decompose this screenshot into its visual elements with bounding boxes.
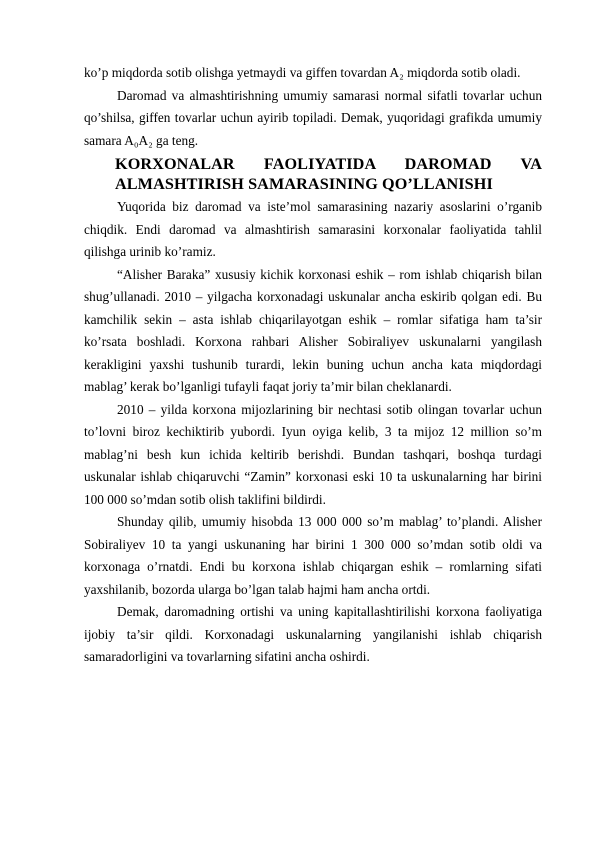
section-heading-wrap <box>84 154 542 194</box>
paragraph-conclusion: Demak, daromadning ortishi va uning kapitallashtirilishi korxona faoliyatiga ijobiy ta’sir qildi. Korxonadagi uskunalarning yangilanishi ishlab chiqarish samaradorligini va tovarlarning sifatini ancha oshirdi. <box>84 604 542 664</box>
section-heading: KORXONALAR FAOLIYATIDA DAROMAD VA ALMASHTIRISH SAMARASINING QO’LLANISHI <box>115 155 542 193</box>
paragraph-total: Shunday qilib, umumiy hisobda 13 000 000 so’m mablag’ to’plandi. Alisher Sobiraliyev 10 ta yangi uskunaning har birini 1 300 000 so’mdan sotib oldi va korxonaga o’rnatdi. Endi bu korxona ishlab chiqargan eshik – romlarning sifati yaxshilanib, bozorda ularga bo’lgan talab hajmi ham ancha ortdi. <box>84 514 542 597</box>
paragraph-continuation: ko’p miqdorda sotib olishga yetmaydi va giffen tovardan A₂ miqdorda sotib oladi. <box>84 65 521 80</box>
document-page <box>84 62 542 669</box>
paragraph-2010: 2010 – yilda korxona mijozlarining bir nechtasi sotib olingan tovarlar uchun to’lovni biroz kechiktirib yubordi. Iyun oyiga kelib, 3 ta mijoz 12 million so’m mablag’ni besh kun ichida keltirib berishdi. Bundan tashqari, boshqa turdagi uskunalar ishlab chiqaruvchi “Zamin” korxonasi eski 10 ta uskunalarning har birini 100 000 so’mdan sotib olish taklifini bildirdi. <box>84 401 542 507</box>
paragraph-summary: Daromad va almashtirishning umumiy samarasi normal sifatli tovarlar uchun qo’shilsa, giffen tovarlar uchun ayirib topiladi. Demak, yuqoridagi grafikda umumiy samara A₀A₂ ga teng. <box>84 87 542 148</box>
paragraph-company: “Alisher Baraka” xususiy kichik korxonasi eshik – rom ishlab chiqarish bilan shug’ullanadi. 2010 – yilgacha korxonadagi uskunalar ancha eskirib qolgan edi. Bu kamchilik sekin – asta ishlab chiqarilayotgan eshik – romlar sifatiga ham ta’sir ko’rsata boshladi. Korxona rahbari Alisher Sobiraliyev uskunalarni yangilash kerakligini yaxshi tushunib turardi, lekin buning uchun ancha kata miqdordagi mablag’ kerak bo’lganligi tufayli faqat joriy ta’mir bilan cheklanardi. <box>84 266 542 394</box>
paragraph-intro: Yuqorida biz daromad va iste’mol samarasining nazariy asoslarini o’rganib chiqdik. Endi daromad va almashtirish samarasini korxonalar faoliyatida tahlil qilishga urinib ko’ramiz. <box>84 199 542 259</box>
